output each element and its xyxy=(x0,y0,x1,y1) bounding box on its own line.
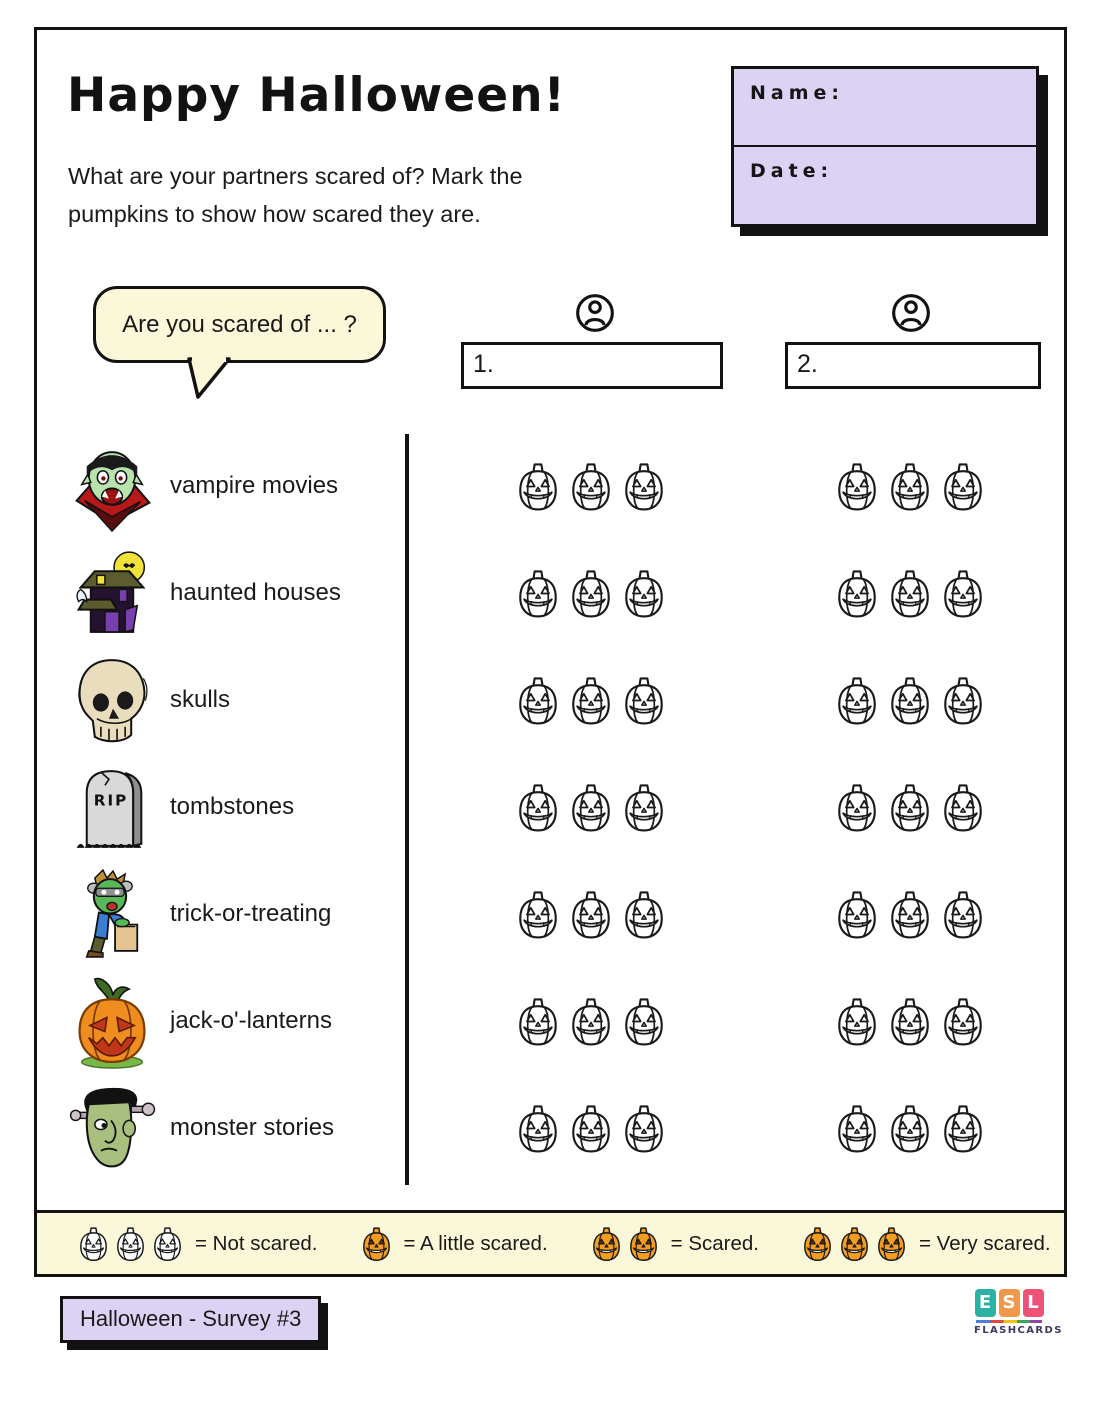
partner-1-pumpkin-cell xyxy=(515,888,667,940)
pumpkin-icon[interactable] xyxy=(834,674,880,726)
svg-text:RIP: RIP xyxy=(93,790,129,809)
survey-rows xyxy=(37,432,1064,1181)
pumpkin-icon[interactable] xyxy=(940,781,986,833)
partner-1-pumpkin-cell xyxy=(515,567,667,619)
pumpkin-icon[interactable] xyxy=(834,1102,880,1154)
footer-badge-text: Halloween - Survey #3 xyxy=(80,1306,302,1331)
frankenstein-image xyxy=(63,1078,161,1178)
pumpkin-filled-icon xyxy=(590,1225,623,1262)
pumpkin-icon[interactable] xyxy=(515,460,561,512)
pumpkin-icon[interactable] xyxy=(940,995,986,1047)
legend-item xyxy=(590,1225,759,1262)
item-label: vampire movies xyxy=(170,471,339,499)
pumpkin-icon[interactable] xyxy=(621,674,667,726)
date-label: Date: xyxy=(750,159,834,182)
survey-row xyxy=(37,1074,1064,1181)
item-label: jack-o'-lanterns xyxy=(170,1006,332,1034)
pumpkin-outline-icon xyxy=(151,1225,184,1262)
logo-letter-blocks xyxy=(974,1289,1044,1317)
partner-1-pumpkin-cell xyxy=(515,460,667,512)
survey-row xyxy=(37,432,1064,539)
pumpkin-icon[interactable] xyxy=(515,674,561,726)
person-icon xyxy=(890,292,932,334)
pumpkin-icon[interactable] xyxy=(834,460,880,512)
partner-2-pumpkin-cell xyxy=(834,1102,986,1154)
pumpkin-icon[interactable] xyxy=(568,460,614,512)
pumpkin-icon[interactable] xyxy=(515,567,561,619)
legend-label: = A little scared. xyxy=(403,1231,548,1255)
item-label: monster stories xyxy=(170,1113,335,1141)
pumpkin-icon[interactable] xyxy=(621,888,667,940)
pumpkin-filled-icon xyxy=(360,1225,393,1262)
vampire-image xyxy=(63,436,161,536)
pumpkin-icon[interactable] xyxy=(940,674,986,726)
pumpkin-icon[interactable] xyxy=(568,1102,614,1154)
partner-2-pumpkin-cell xyxy=(834,460,986,512)
tombstone-image xyxy=(63,757,161,857)
legend-label: = Not scared. xyxy=(195,1231,318,1255)
item-label: haunted houses xyxy=(170,578,341,606)
partner-1-pumpkin-cell xyxy=(515,674,667,726)
item-label: trick-or-treating xyxy=(170,899,332,927)
item-label: skulls xyxy=(170,685,231,713)
logo-text: FLASHCARDS xyxy=(974,1325,1063,1336)
partner-2-pumpkin-cell xyxy=(834,567,986,619)
pumpkin-icon[interactable] xyxy=(834,888,880,940)
haunted-house-image xyxy=(63,543,161,643)
pumpkin-icon[interactable] xyxy=(940,460,986,512)
legend-label: = Scared. xyxy=(670,1231,759,1255)
legend-bar xyxy=(37,1210,1064,1274)
logo-letter-l: L xyxy=(1023,1289,1044,1317)
survey-row xyxy=(37,646,1064,753)
survey-row xyxy=(37,860,1064,967)
pumpkin-icon[interactable] xyxy=(940,567,986,619)
name-label: Name: xyxy=(750,82,845,104)
pumpkin-filled-icon xyxy=(801,1225,834,1262)
pumpkin-icon[interactable] xyxy=(621,1102,667,1154)
pumpkin-icon[interactable] xyxy=(887,888,933,940)
pumpkin-icon[interactable] xyxy=(621,781,667,833)
pumpkin-icon[interactable] xyxy=(621,460,667,512)
speech-bubble-text: Are you scared of ... ? xyxy=(122,310,357,338)
logo-letter-e: E xyxy=(975,1289,996,1317)
pumpkin-icon[interactable] xyxy=(568,888,614,940)
pumpkin-icon[interactable] xyxy=(887,674,933,726)
item-label: tombstones xyxy=(170,792,295,820)
pumpkin-icon[interactable] xyxy=(568,674,614,726)
pumpkin-filled-icon xyxy=(627,1225,660,1262)
pumpkin-filled-icon xyxy=(875,1225,908,1262)
speech-bubble-tail-icon xyxy=(183,356,235,402)
partner-2-pumpkin-cell xyxy=(834,888,986,940)
pumpkin-icon[interactable] xyxy=(940,888,986,940)
pumpkin-filled-icon xyxy=(838,1225,871,1262)
partner-1-number: 1. xyxy=(473,350,494,378)
pumpkin-icon[interactable] xyxy=(621,995,667,1047)
esl-flashcards-logo xyxy=(974,1289,1063,1336)
pumpkin-icon[interactable] xyxy=(568,995,614,1047)
jack-o-lantern-image xyxy=(63,971,161,1071)
legend-item xyxy=(77,1225,318,1262)
partner-1-name-box[interactable] xyxy=(461,342,723,389)
pumpkin-icon[interactable] xyxy=(515,1102,561,1154)
pumpkin-icon[interactable] xyxy=(621,567,667,619)
worksheet-border xyxy=(34,27,1067,1277)
survey-row xyxy=(37,539,1064,646)
pumpkin-icon[interactable] xyxy=(515,781,561,833)
partner-2-number: 2. xyxy=(797,350,818,378)
survey-row xyxy=(37,753,1064,860)
pumpkin-icon[interactable] xyxy=(887,1102,933,1154)
survey-row xyxy=(37,967,1064,1074)
pumpkin-outline-icon xyxy=(114,1225,147,1262)
pumpkin-icon[interactable] xyxy=(568,567,614,619)
date-field[interactable] xyxy=(734,147,1036,225)
logo-color-bar xyxy=(976,1320,1042,1323)
partner-2-name-box[interactable] xyxy=(785,342,1041,389)
partner-1-pumpkin-cell xyxy=(515,995,667,1047)
pumpkin-icon[interactable] xyxy=(834,567,880,619)
pumpkin-icon[interactable] xyxy=(834,781,880,833)
legend-item xyxy=(801,1225,1051,1262)
partner-1-pumpkin-cell xyxy=(515,781,667,833)
pumpkin-icon[interactable] xyxy=(940,1102,986,1154)
name-field[interactable] xyxy=(734,69,1036,147)
legend-label: = Very scared. xyxy=(918,1231,1051,1255)
partner-1-pumpkin-cell xyxy=(515,1102,667,1154)
pumpkin-icon[interactable] xyxy=(887,781,933,833)
pumpkin-icon[interactable] xyxy=(887,567,933,619)
pumpkin-icon[interactable] xyxy=(568,781,614,833)
partner-2-pumpkin-cell xyxy=(834,674,986,726)
speech-bubble xyxy=(93,286,386,363)
name-date-box xyxy=(731,66,1039,227)
pumpkin-icon[interactable] xyxy=(515,888,561,940)
pumpkin-icon[interactable] xyxy=(834,995,880,1047)
legend-item xyxy=(360,1225,548,1262)
page-title: Happy Halloween! xyxy=(67,68,566,123)
pumpkin-icon[interactable] xyxy=(515,995,561,1047)
pumpkin-icon[interactable] xyxy=(887,460,933,512)
person-icon xyxy=(574,292,616,334)
instructions-text: What are your partners scared of? Mark the pumpkins to show how scared they are. xyxy=(68,163,523,227)
pumpkin-icon[interactable] xyxy=(887,995,933,1047)
partner-2-pumpkin-cell xyxy=(834,995,986,1047)
trick-or-treater-image xyxy=(63,864,161,964)
skull-image xyxy=(63,650,161,750)
pumpkin-outline-icon xyxy=(77,1225,110,1262)
footer-badge xyxy=(60,1296,321,1343)
partner-2-pumpkin-cell xyxy=(834,781,986,833)
logo-letter-s: S xyxy=(999,1289,1020,1317)
